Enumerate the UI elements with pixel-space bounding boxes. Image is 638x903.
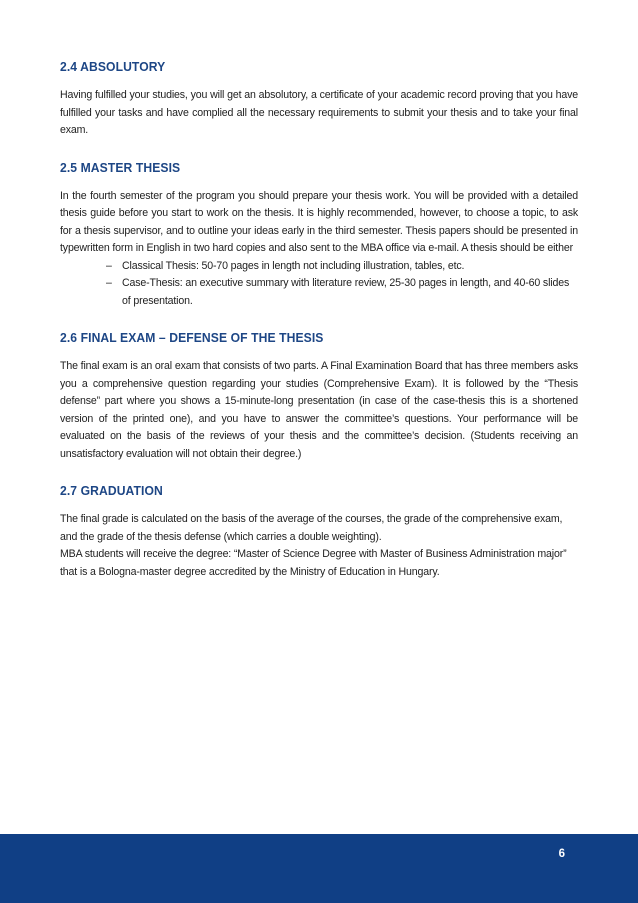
- list-item: [60, 258, 578, 276]
- section-heading: 2.5 MASTER THESIS: [60, 159, 181, 175]
- section-paragraph: In the fourth semester of the program you should prepare your thesis work. You will be provided with a detailed thesis guide before you start to work on the thesis. It is highly recommended, however, to choose a topic, to ask for a thesis supervisor, and to outline your ideas early in the third semester. Thesis papers should be presented in typewritten form in English in two hard copies and also sent to the MBA office via e-mail. A thesis should be either: [60, 189, 578, 254]
- section-paragraph: The final grade is calculated on the basis of the average of the courses, the grade of the comprehensive exam, and the grade of the thesis defense (which carries a double weighting).: [60, 513, 563, 543]
- thesis-type-list: [60, 258, 578, 311]
- section-final-exam: [60, 329, 578, 463]
- section-absolutory: [60, 58, 578, 140]
- section-graduation: [60, 482, 578, 581]
- footer-bar: [0, 834, 638, 903]
- section-heading: 2.7 GRADUATION: [60, 483, 163, 498]
- list-item-text: Case-Thesis: an executive summary with literature review, 25-30 pages in length, and 40-60 slides of presentation.: [122, 277, 570, 307]
- page-content: [60, 58, 578, 600]
- section-master-thesis: [60, 159, 578, 311]
- list-item-text: Classical Thesis: 50-70 pages in length not including illustration, tables, etc.: [122, 259, 465, 272]
- section-paragraph: Having fulfilled your studies, you will get an absolutory, a certificate of your academic record proving that you have fulfilled your tasks and have complied all the necessary requirements to submit your thesis and to take your final exam.: [60, 89, 578, 136]
- bullet-dash: –: [106, 259, 112, 272]
- section-paragraph: MBA students will receive the degree: “Master of Science Degree with Master of Business Administration major” that is a Bologna-master degree accredited by the Ministry of Education in Hungary.: [60, 548, 567, 578]
- list-item: [60, 275, 578, 310]
- section-heading: 2.4 ABSOLUTORY: [60, 59, 166, 74]
- bullet-dash: –: [106, 277, 112, 289]
- section-heading: 2.6 FINAL EXAM – DEFENSE OF THE THESIS: [60, 330, 324, 345]
- page-number: 6: [558, 848, 565, 860]
- section-paragraph: The final exam is an oral exam that consists of two parts. A Final Examination Board that has three members asks you a comprehensive question regarding your studies (Comprehensive Exam). It is followed by the “Thesis defense” part where you shows a 15-minute-long presentation (in case of the case-thesis this is a shortened version of the printed one), and you have to answer the committee’s questions. Your performance will be evaluated on the basis of the reviews of your thesis and the committee’s decision. (Students receiving an unsatisfactory evaluation will not obtain their degree.): [60, 360, 578, 460]
